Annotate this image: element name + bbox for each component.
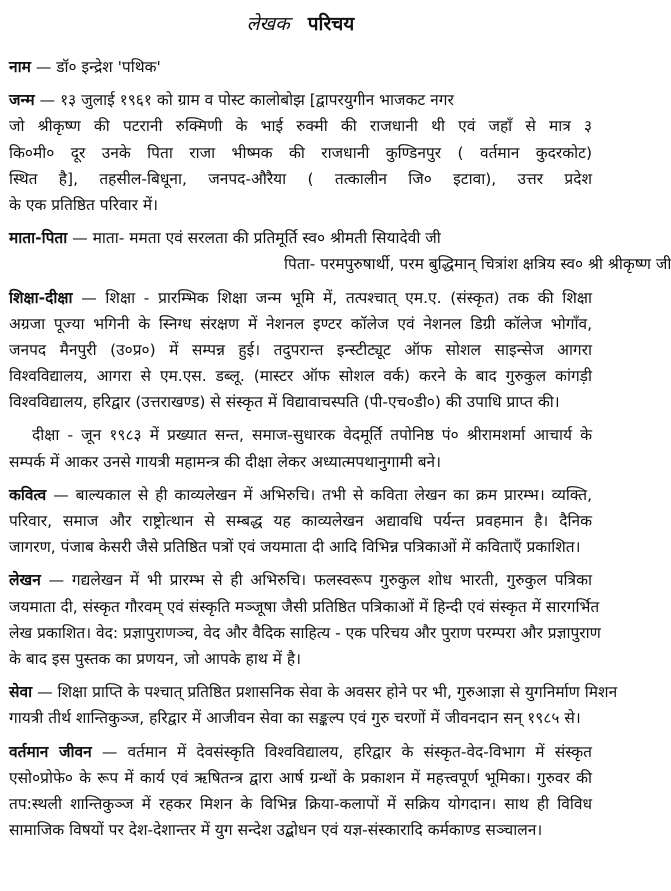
line-text: एसो०प्रोफे० के रूप में कार्य एवं ऋषितन्त्र द्वारा आर्ष ग्रन्थों के प्रकाशन में महत्त्वपूर्ण भूमिका। गुरुवर की — [9, 768, 592, 787]
line-text: सामाजिक विषयों पर देश-देशान्तर में युग सन्देश उद्बोधन एवं यज्ञ-संस्कारादि कर्मकाण्ड सञ्चालन। — [9, 821, 543, 840]
text-line — [9, 705, 592, 731]
section-label: नाम — [9, 58, 31, 76]
text-line — [9, 166, 592, 192]
text-line — [9, 192, 592, 218]
text-line — [9, 54, 592, 80]
line-text: — माता- ममता एवं सरलता की प्रतिमूर्ति स्व० श्रीमती सियादेवी जी — [72, 229, 441, 248]
bio-section — [9, 225, 671, 277]
line-text: गायत्री तीर्थ शान्तिकुञ्ज, हरिद्वार में आजीवन सेवा का सङ्कल्प एवं गुरु चरणों में जीवनदान सन् १९८५ से। — [9, 709, 581, 728]
text-line — [9, 311, 592, 337]
page-title — [9, 10, 592, 36]
title-part1: लेखक — [246, 13, 290, 35]
bio-section — [9, 739, 592, 844]
text-line — [9, 422, 592, 448]
section-label: वर्तमान जीवन — [9, 742, 92, 761]
text-line — [9, 620, 601, 646]
line-text: — डॉ० इन्द्रेश 'पथिक' — [35, 58, 161, 76]
text-line — [9, 140, 592, 166]
text-line — [9, 337, 592, 363]
bio-section — [9, 422, 592, 474]
section-label: कवित्व — [9, 485, 47, 504]
bio-section — [9, 285, 592, 416]
text-line — [9, 389, 592, 415]
line-text: जनपद मैनपुरी (उ०प्र०) में सम्पन्न हुई। तदुपरान्त इन्स्टीट्यूट ऑफ सोशल साइन्सेज आगरा — [9, 340, 592, 359]
line-text: — वर्तमान में देवसंस्कृति विश्वविद्यालय, हरिद्वार के संस्कृत-वेद-विभाग में संस्कृत — [101, 742, 592, 761]
text-line — [9, 449, 592, 475]
section-label: माता-पिता — [9, 229, 68, 248]
text-line — [9, 113, 592, 139]
line-text: कि०मी० दूर उनके पिता राजा भीष्मक की राजधानी कुण्डिनपुर ( वर्तमान कुदरकोट) — [9, 143, 592, 162]
section-label: शिक्षा-दीक्षा — [9, 288, 73, 307]
text-line — [9, 679, 618, 705]
line-text: पिता- परमपुरुषार्थी, परम बुद्धिमान् चित्रांश क्षत्रिय स्व० श्री श्रीकृष्ण जी — [284, 255, 671, 274]
section-label: लेखन — [9, 571, 41, 590]
line-text: सम्पर्क में आकर उनसे गायत्री महामन्त्र की दीक्षा लेकर अध्यात्मपथानुगामी बने। — [9, 452, 442, 471]
line-text: तप:स्थली शान्तिकुञ्ज में रहकर मिशन के विभिन्न क्रिया-कलापों में सक्रिय योगदान। साथ ही विविध — [9, 794, 592, 813]
title-part2: परिचय — [307, 13, 355, 35]
line-text: लेख प्रकाशित। वेद: प्रज्ञापुराणञ्च, वेद और वैदिक साहित्य - एक परिचय और पुराण परम्परा और प्रज्ञापुराण — [9, 623, 601, 642]
line-text: — बाल्यकाल से ही काव्यलेखन में अभिरुचि। तभी से कविता लेखन का क्रम प्रारम्भ। व्यक्ति, — [53, 485, 592, 504]
line-text: स्थित है], तहसील-बिधूना, जनपद-औरैया ( तत्कालीन जि० इटावा), उत्तर प्रदेश — [9, 169, 592, 188]
text-line — [9, 225, 592, 251]
line-text: परिवार, समाज और राष्ट्रोत्थान से सम्बद्ध यह काव्यलेखन अद्यावधि पर्यन्त प्रवहमान है। दैनिक — [9, 512, 592, 530]
text-line — [9, 594, 600, 620]
text-line — [9, 567, 592, 593]
text-line — [9, 508, 592, 534]
text-line — [9, 482, 592, 508]
line-text: जागरण, पंजाब केसरी जैसे प्रतिष्ठित पत्रों एवं जयमाता दी आदि विभिन्न पत्रिकाओं में कविताएँ प्रकाशित। — [9, 538, 581, 557]
line-text: विश्वविद्यालय, हरिद्वार (उत्तराखण्ड) से संस्कृत में विद्यावाचस्पति (पी-एच०डी०) की उपाधि प्राप्त की। — [9, 393, 560, 412]
text-line — [9, 765, 592, 791]
text-line — [9, 817, 592, 843]
line-text: — शिक्षा - प्रारम्भिक शिक्षा जन्म भूमि में, तत्पश्चात् एम.ए. (संस्कृत) तक की शिक्षा — [81, 288, 592, 307]
author-bio-sections — [9, 54, 671, 843]
text-line — [9, 534, 592, 560]
section-label: जन्म — [9, 91, 35, 110]
line-text: विश्वविद्यालय, आगरा से एम.एस. डब्लू. (मास्टर ऑफ सोशल वर्क) करने के बाद गुरुकुल कांगड़ी — [9, 367, 592, 386]
line-text: के बाद इस पुस्तक का प्रणयन, जो आपके हाथ में है। — [9, 649, 301, 668]
bio-section — [9, 87, 592, 218]
text-line — [9, 791, 592, 817]
bio-section — [9, 567, 601, 672]
bio-section — [9, 54, 592, 80]
line-text: जयमाता दी, संस्कृत गौरवम् एवं संस्कृति मञ्जूषा जैसी प्रतिष्ठित पत्रिकाओं में हिन्दी एवं संस्कृत में सारगर्भित — [9, 597, 600, 616]
line-text: — १३ जुलाई १९६१ को ग्राम व पोस्ट कालोबोझ [द्वापरयुगीन भाजकट नगर — [39, 91, 454, 110]
bio-section — [9, 679, 618, 731]
text-line — [9, 363, 592, 389]
line-text: — गद्यलेखन में भी प्रारम्भ से ही अभिरुचि। फलस्वरूप गुरुकुल शोध भारती, गुरुकुल पत्रिका — [48, 571, 592, 590]
line-text: अग्रजा पूज्या भगिनी के स्निग्ध संरक्षण में नेशनल इण्टर कॉलेज एवं नेशनल डिग्री कॉलेज भोगाँव, — [9, 314, 592, 333]
line-text: — शिक्षा प्राप्ति के पश्चात् प्रतिष्ठित प्रशासनिक सेवा के अवसर होने पर भी, गुरुआज्ञा से युगनिर्माण मिशन — [37, 683, 618, 702]
text-line — [9, 251, 671, 277]
line-text: के एक प्रतिष्ठित परिवार में। — [9, 195, 159, 214]
text-line — [9, 646, 592, 672]
text-line — [9, 87, 592, 113]
text-line — [9, 285, 592, 311]
section-label: सेवा — [9, 683, 33, 702]
line-text: जो श्रीकृष्ण की पटरानी रुक्मिणी के भाई रुक्मी की राजधानी थी एवं जहाँ से मात्र ३ — [9, 117, 592, 136]
bio-section — [9, 482, 592, 561]
text-line — [9, 739, 592, 765]
line-text: दीक्षा - जून १९८३ में प्रख्यात सन्त, समाज-सुधारक वेदमूर्ति तपोनिष्ठ पं० श्रीरामशर्मा आचार्य के — [32, 426, 592, 445]
